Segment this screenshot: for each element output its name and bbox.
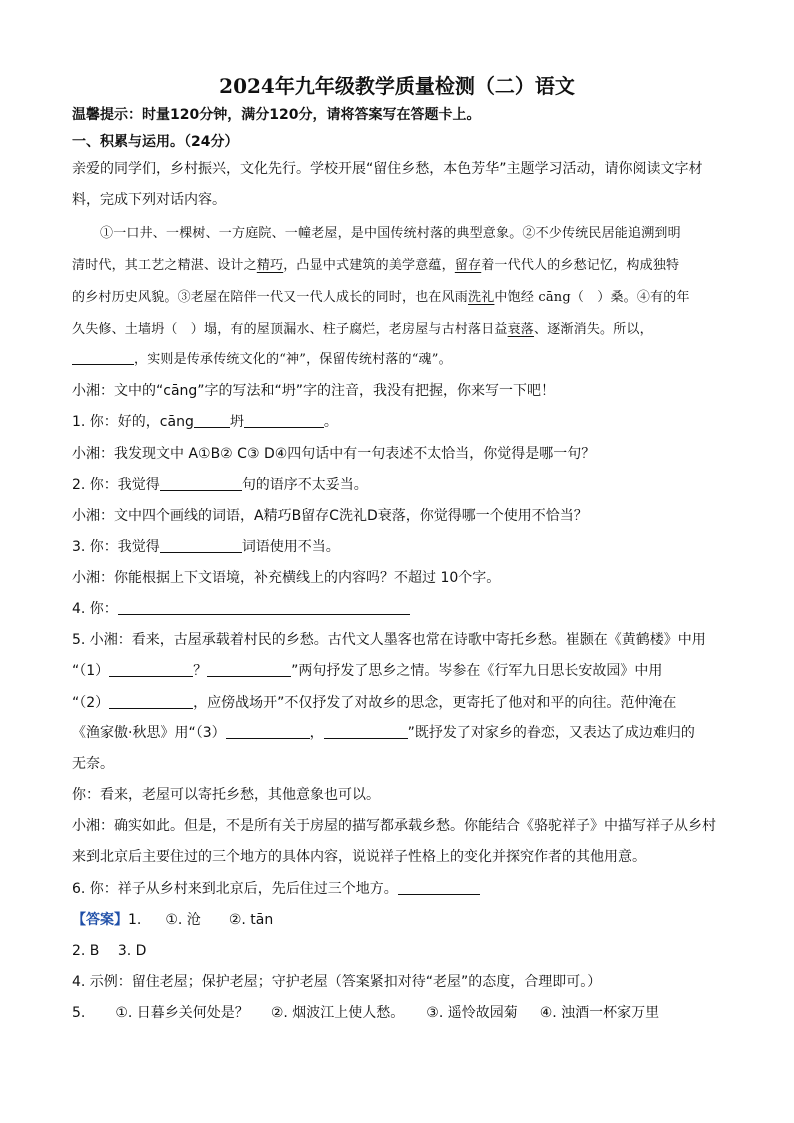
answer-blank xyxy=(118,600,410,615)
question-text: 词语使用不当。 xyxy=(241,539,340,555)
answer-blank xyxy=(244,413,324,428)
question-text: ”既抒发了对家乡的眷恋，又表达了成边难归的 xyxy=(407,725,695,741)
question-2 xyxy=(72,474,368,494)
answer-text: ②. 烟波江上使人愁。 xyxy=(270,1005,405,1021)
answer-text: ④. 浊酒一杯家万里 xyxy=(539,1005,660,1021)
passage-text: 的乡村历史风貌。③老屋在陪伴一代又一代人成长的同时，也在风雨 xyxy=(72,290,469,305)
intro-line-2: 料，完成下列对话内容。 xyxy=(72,192,226,208)
answer-blank xyxy=(226,724,310,739)
passage-text: 、逐渐消失。所以， xyxy=(534,322,653,337)
question-5-line-2 xyxy=(72,660,662,680)
question-5-line-5: 无奈。 xyxy=(72,756,114,772)
passage-text: 清时代，其工艺之精湛、设计之 xyxy=(72,258,257,273)
intro-line-1: 亲爱的同学们，乡村振兴，文化先行。学校开展“留住乡愁，本色芳华”主题学习活动，请你阅读文字材 xyxy=(72,161,703,177)
passage-text: 中饱经 cāng（ ）桑。④有的年 xyxy=(494,290,690,305)
dialogue-xiaoxiang-6-line-2: 来到北京后主要住过的三个地方的具体内容，说说祥子性格上的变化并探究作者的其他用意。 xyxy=(72,849,646,865)
question-text: 6. 你：祥子从乡村来到北京后，先后住过三个地方。 xyxy=(72,881,398,897)
passage-line-4 xyxy=(72,318,653,337)
underlined-word-c: 洗礼 xyxy=(468,290,495,305)
question-text: 句的语序不太妥当。 xyxy=(241,477,368,493)
question-5-line-1: 5. 小湘：看来，古屋承载着村民的乡愁。古代文人墨客也常在诗歌中寄托乡愁。崔颢在《黄鹤楼》中用 xyxy=(72,632,706,648)
question-text: ， xyxy=(309,725,324,741)
dialogue-xiaoxiang-4: 小湘：你能根据上下文语境，补充横线上的内容吗？不超过 10个字。 xyxy=(72,570,501,586)
answer-text: ①. 沧 xyxy=(165,912,201,928)
answer-blank xyxy=(160,476,242,491)
question-4 xyxy=(72,598,410,618)
question-text: 4. 你： xyxy=(72,601,118,617)
passage-text: ，实则是传承传统文化的“神”，保留传统村落的“魂”。 xyxy=(134,352,452,367)
question-text: 坍 xyxy=(229,414,244,430)
question-text: ，应傍战场开”不仅抒发了对故乡的思念，更寄托了他对和平的向往。范仲淹在 xyxy=(193,695,677,711)
answer-label: 【答案】 xyxy=(72,912,128,928)
question-3 xyxy=(72,536,340,556)
question-text: ”两句抒发了思乡之情。岑参在《行军九日思长安故园》中用 xyxy=(291,663,663,679)
answer-row-5 xyxy=(72,1002,667,1022)
question-text: “（2） xyxy=(72,695,110,711)
passage-text: 久失修、土墙坍（ ）塌，有的屋顶漏水、柱子腐烂，老房屋与古村落日益 xyxy=(72,322,508,337)
answer-blank xyxy=(194,413,230,428)
answer-blank xyxy=(109,694,193,709)
answer-blank xyxy=(324,724,408,739)
passage-line-1: ①一口井、一棵树、一方庭院、一幢老屋，是中国传统村落的典型意象。②不少传统民居能追溯到明 xyxy=(100,226,681,241)
passage-line-5 xyxy=(72,348,452,367)
question-text: 《渔家傲·秋思》用“（3） xyxy=(72,725,226,741)
question-text: 1. 你：好的，cāng xyxy=(72,414,194,430)
passage-text: 着一代代人的乡愁记忆，构成独特 xyxy=(481,258,680,273)
dialogue-xiaoxiang-3: 小湘：文中四个画线的词语，A精巧B留存C洗礼D衰落，你觉得哪一个使用不恰当？ xyxy=(72,508,588,524)
question-text: 3. 你：我觉得 xyxy=(72,539,160,555)
question-6 xyxy=(72,878,480,898)
answer-blank xyxy=(72,350,134,365)
dialogue-xiaoxiang-1: 小湘：文中的“cāng”字的写法和“坍”字的注音，我没有把握，你来写一下吧！ xyxy=(72,383,556,399)
answer-blank xyxy=(160,538,242,553)
question-text: 。 xyxy=(323,414,338,430)
answer-text: ③. 遥怜故园菊 xyxy=(426,1005,518,1021)
section-heading: 一、积累与运用。（24分） xyxy=(72,134,239,150)
dialogue-xiaoxiang-2: 小湘：我发现文中 A①B② C③ D④四句话中有一句表述不太恰当，你觉得是哪一句？ xyxy=(72,446,596,462)
underlined-word-d: 衰落 xyxy=(507,322,535,337)
passage-line-2 xyxy=(72,254,679,273)
question-5-line-4 xyxy=(72,722,695,742)
answer-text: 1. xyxy=(128,912,142,928)
answer-row-4: 4. 示例：留住老屋；保护老屋；守护老屋（答案紧扣对待“老屋”的态度，合理即可。） xyxy=(72,974,602,990)
tip: 温馨提示：时量120分钟，满分120分，请将答案写在答题卡上。 xyxy=(72,107,481,123)
answer-text: 5. xyxy=(72,1005,86,1021)
question-1 xyxy=(72,411,338,431)
underlined-word-b: 留存 xyxy=(454,258,482,273)
passage-line-3 xyxy=(72,286,690,305)
page-title: 2024年九年级教学质量检测（二）语文 xyxy=(219,74,575,98)
dialogue-you: 你：看来，老屋可以寄托乡愁，其他意象也可以。 xyxy=(72,787,380,803)
answer-blank xyxy=(398,880,480,895)
question-text: “（1） xyxy=(72,663,110,679)
answer-row-2: 2. B 3. D xyxy=(72,943,147,959)
answer-row-1 xyxy=(72,909,281,929)
answer-text: ②. tān xyxy=(228,912,274,928)
dialogue-xiaoxiang-6-line-1: 小湘：确实如此。但是，不是所有关于房屋的描写都承载乡愁。你能结合《骆驼祥子》中描写祥子从乡村 xyxy=(72,818,716,834)
question-text: ？ xyxy=(193,663,208,679)
answer-blank xyxy=(109,662,193,677)
underlined-word-a: 精巧 xyxy=(256,258,284,273)
answer-blank xyxy=(207,662,291,677)
passage-text: ，凸显中式建筑的美学意蕴， xyxy=(283,258,455,273)
question-text: 2. 你：我觉得 xyxy=(72,477,160,493)
question-5-line-3 xyxy=(72,692,676,712)
answer-text: ①. 日暮乡关何处是？ xyxy=(115,1005,249,1021)
